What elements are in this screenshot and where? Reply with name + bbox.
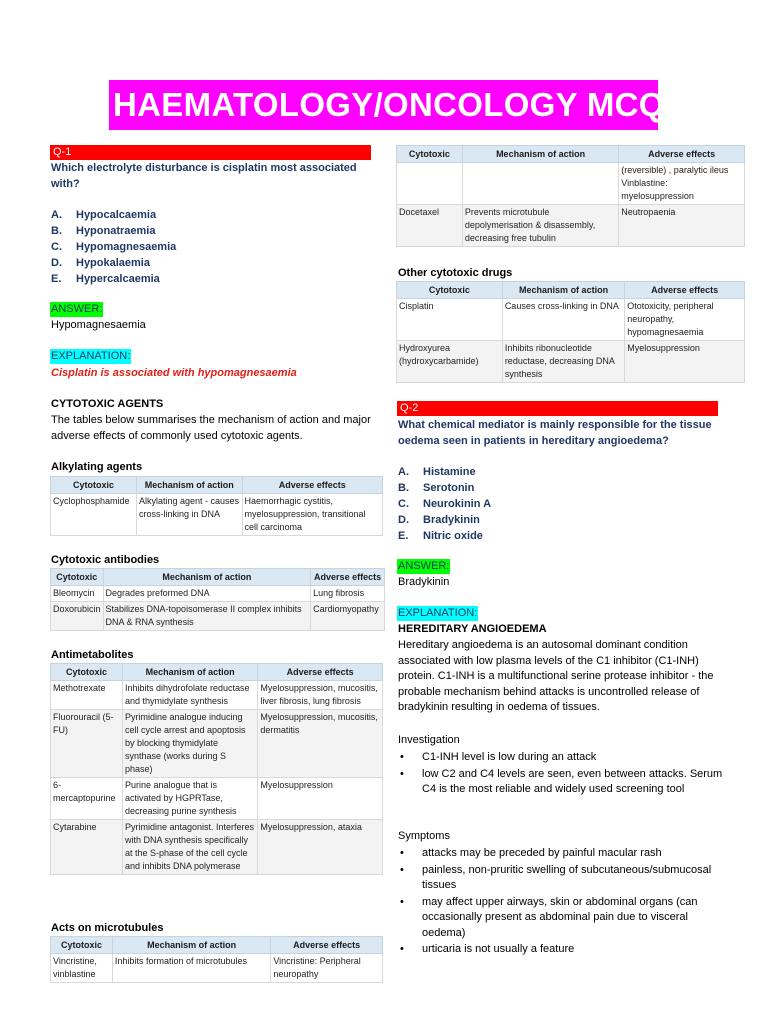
- mechanism-cell: Inhibits dihydrofolate reductase and thymidylate synthesis: [122, 681, 257, 710]
- q2-option[interactable]: A. Histamine: [398, 466, 476, 478]
- cytotoxic-heading: CYTOTOXIC AGENTS: [51, 398, 164, 410]
- col-header-mechanism: Mechanism of action: [103, 569, 311, 586]
- drug-cell: Vincristine, vinblastine: [51, 954, 113, 983]
- antibodies-heading: Cytotoxic antibodies: [51, 554, 160, 566]
- mechanism-cell: Stabilizes DNA-topoisomerase II complex inhibits DNA & RNA synthesis: [103, 602, 311, 631]
- table-row: [51, 681, 383, 710]
- hae-heading: HEREDITARY ANGIOEDEMA: [398, 623, 547, 635]
- mechanism-cell: Inhibits formation of microtubules: [112, 954, 270, 983]
- col-header-adverse: Adverse effects: [271, 937, 383, 954]
- col-header-mechanism: Mechanism of action: [136, 477, 242, 494]
- q1-option[interactable]: D. Hypokalaemia: [51, 257, 150, 269]
- microtubules-continued-table: [396, 145, 745, 247]
- q1-explanation-label: EXPLANATION:: [51, 350, 131, 362]
- microtubules-heading: Acts on microtubules: [51, 922, 164, 934]
- q2-options: [398, 464, 491, 544]
- q1-answer-label: ANSWER:: [51, 303, 103, 315]
- mechanism-cell: Purine analogue that is activated by HGPRTase, decreasing purine synthesis: [122, 778, 257, 820]
- drug-cell: Methotrexate: [51, 681, 123, 710]
- table-row: [51, 494, 383, 536]
- list-item: • low C2 and C4 levels are seen, even between attacks. Serum C4 is the most reliable and widely used screening tool: [398, 767, 723, 798]
- symptoms-list: [398, 846, 723, 959]
- drug-cell: Cyclophosphamide: [51, 494, 137, 536]
- col-header-adverse: Adverse effects: [258, 664, 383, 681]
- page-title: HAEMATOLOGY/ONCOLOGY MCQs: [109, 80, 658, 130]
- q1-question: Which electrolyte disturbance is cisplatin most associated with?: [51, 162, 357, 190]
- q1-option[interactable]: B. Hyponatraemia: [51, 225, 156, 237]
- adverse-cell: Haemorrhagic cystitis, myelosuppression, transitional cell carcinoma: [242, 494, 383, 536]
- q2-option[interactable]: B. Serotonin: [398, 482, 475, 494]
- col-header-mechanism: Mechanism of action: [122, 664, 257, 681]
- q2-label: Q-2: [397, 401, 718, 416]
- col-header-cytotoxic: Cytotoxic: [51, 937, 113, 954]
- drug-cell: 6-mercaptopurine: [51, 778, 123, 820]
- other-heading: Other cytotoxic drugs: [398, 267, 513, 279]
- adverse-cell: Myelosuppression, mucositis, liver fibrosis, lung fibrosis: [258, 681, 383, 710]
- adverse-cell: Myelosuppression: [625, 341, 745, 383]
- mechanism-cell: Prevents microtubule depolymerisation & disassembly, decreasing free tubulin: [462, 205, 618, 247]
- q1-explanation: Cisplatin is associated with hypomagnesaemia: [51, 367, 297, 379]
- q2-option[interactable]: D. Bradykinin: [398, 514, 480, 526]
- drug-cell: [397, 163, 463, 205]
- drug-cell: Bleomycin: [51, 586, 104, 602]
- mechanism-cell: Degrades preformed DNA: [103, 586, 311, 602]
- mechanism-cell: Alkylating agent - causes cross-linking in DNA: [136, 494, 242, 536]
- col-header-adverse: Adverse effects: [625, 282, 745, 299]
- q1-label: Q-1: [50, 145, 371, 160]
- symptoms-heading: Symptoms: [398, 830, 450, 842]
- table-row: [51, 820, 383, 875]
- adverse-cell: Cardiomyopathy: [311, 602, 385, 631]
- table-row: [397, 341, 745, 383]
- col-header-mechanism: Mechanism of action: [112, 937, 270, 954]
- q2-answer-label: ANSWER:: [398, 560, 450, 572]
- col-header-adverse: Adverse effects: [619, 146, 745, 163]
- table-row: [51, 954, 383, 983]
- adverse-cell: Vincristine: Peripheral neuropathy: [271, 954, 383, 983]
- adverse-cell: (reversible) , paralytic ileus Vinblastine: myelosuppression: [619, 163, 745, 205]
- list-item: • attacks may be preceded by painful macular rash: [398, 846, 723, 862]
- mechanism-cell: [462, 163, 618, 205]
- q2-explanation-label: EXPLANATION:: [398, 607, 478, 619]
- col-header-cytotoxic: Cytotoxic: [397, 282, 503, 299]
- mechanism-cell: Pyrimidine antagonist. Interferes with DNA synthesis specifically at the S-phase of the cell cycle and inhibits DNA polymerase: [122, 820, 257, 875]
- list-item: • C1-INH level is low during an attack: [398, 750, 723, 766]
- adverse-cell: Ototoxicity, peripheral neuropathy, hypomagnesaemia: [625, 299, 745, 341]
- col-header-cytotoxic: Cytotoxic: [51, 664, 123, 681]
- antimetabolites-table: [50, 663, 383, 875]
- table-row: [51, 778, 383, 820]
- col-header-mechanism: Mechanism of action: [462, 146, 618, 163]
- q1-option[interactable]: C. Hypomagnesaemia: [51, 241, 177, 253]
- mechanism-cell: Inhibits ribonucleotide reductase, decreasing DNA synthesis: [502, 341, 624, 383]
- alkylating-table: [50, 476, 383, 536]
- col-header-mechanism: Mechanism of action: [502, 282, 624, 299]
- table-row: [397, 205, 745, 247]
- drug-cell: Doxorubicin: [51, 602, 104, 631]
- investigation-heading: Investigation: [398, 734, 460, 746]
- adverse-cell: Myelosuppression: [258, 778, 383, 820]
- q1-option[interactable]: E. Hypercalcaemia: [51, 273, 160, 285]
- col-header-cytotoxic: Cytotoxic: [51, 569, 104, 586]
- list-item: • urticaria is not usually a feature: [398, 942, 723, 958]
- adverse-cell: Neutropaenia: [619, 205, 745, 247]
- col-header-cytotoxic: Cytotoxic: [51, 477, 137, 494]
- microtubules-table: [50, 936, 383, 983]
- drug-cell: Docetaxel: [397, 205, 463, 247]
- antimetabolites-heading: Antimetabolites: [51, 649, 134, 661]
- antibodies-table: [50, 568, 385, 631]
- investigation-list: [398, 750, 723, 799]
- list-item: • painless, non-pruritic swelling of subcutaneous/submucosal tissues: [398, 863, 723, 894]
- table-row: [51, 586, 385, 602]
- col-header-adverse: Adverse effects: [242, 477, 383, 494]
- table-row: [51, 602, 385, 631]
- alkylating-heading: Alkylating agents: [51, 461, 143, 473]
- other-table: [396, 281, 745, 383]
- drug-cell: Hydroxyurea (hydroxycarbamide): [397, 341, 503, 383]
- q2-question: What chemical mediator is mainly responsible for the tissue oedema seen in patients in hereditary angioedema?: [398, 419, 712, 447]
- drug-cell: Fluorouracil (5-FU): [51, 710, 123, 778]
- drug-cell: Cisplatin: [397, 299, 503, 341]
- q2-option[interactable]: C. Neurokinin A: [398, 498, 492, 510]
- cytotoxic-intro: The tables below summarises the mechanism of action and major adverse effects of commonly used cytotoxic agents.: [51, 414, 371, 442]
- q2-option[interactable]: E. Nitric oxide: [398, 530, 483, 542]
- table-row: [397, 299, 745, 341]
- hae-explanation: Hereditary angioedema is an autosomal dominant condition associated with low plasma levels of the C1 inhibitor (C1-INH) protein. C1-INH is a multifunctional serine protease inhibitor - the probable mechanism behind attacks is uncontrolled release of bradykinin resulting in oedema of tissues.: [398, 639, 714, 713]
- list-item: • may affect upper airways, skin or abdominal organs (can occasionally present as abdominal pain due to visceral oedema): [398, 895, 723, 942]
- drug-cell: Cytarabine: [51, 820, 123, 875]
- col-header-adverse: Adverse effects: [311, 569, 385, 586]
- adverse-cell: Lung fibrosis: [311, 586, 385, 602]
- q2-answer: Bradykinin: [398, 576, 450, 588]
- q1-options: [51, 207, 176, 287]
- q1-option[interactable]: A. Hypocalcaemia: [51, 209, 157, 221]
- col-header-cytotoxic: Cytotoxic: [397, 146, 463, 163]
- mechanism-cell: Causes cross-linking in DNA: [502, 299, 624, 341]
- adverse-cell: Myelosuppression, ataxia: [258, 820, 383, 875]
- q1-answer: Hypomagnesaemia: [51, 319, 146, 331]
- table-row: [51, 710, 383, 778]
- adverse-cell: Myelosuppression, mucositis, dermatitis: [258, 710, 383, 778]
- table-row: [397, 163, 745, 205]
- mechanism-cell: Pyrimidine analogue inducing cell cycle arrest and apoptosis by blocking thymidylate synthase (works during S phase): [122, 710, 257, 778]
